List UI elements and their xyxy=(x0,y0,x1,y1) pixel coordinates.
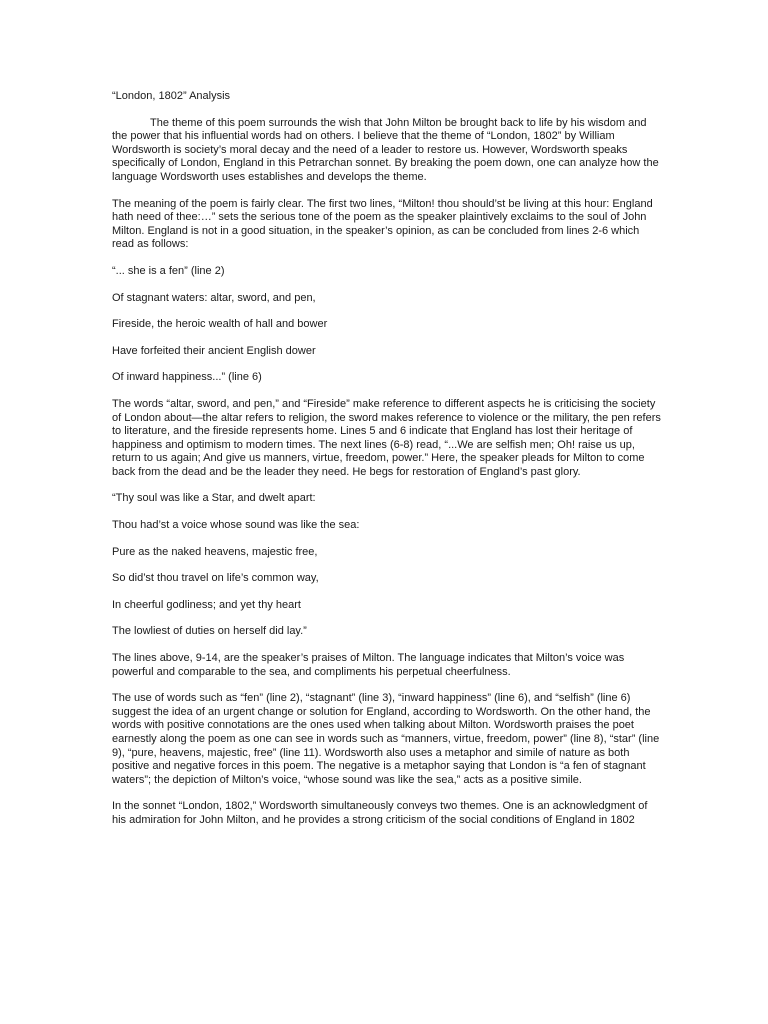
quote-line: The lowliest of duties on herself did lay.” xyxy=(112,625,307,638)
quote-line: “Thy soul was like a Star, and dwelt apart: xyxy=(112,492,316,505)
quote-line: Thou had’st a voice whose sound was like the sea: xyxy=(112,519,360,532)
quote-line: Fireside, the heroic wealth of hall and bower xyxy=(112,318,328,331)
quote-line: In cheerful godliness; and yet thy heart xyxy=(112,598,301,611)
paragraph-conclusion: In the sonnet “London, 1802,” Wordsworth simultaneously conveys two themes. One is an acknowledgment of his admiration for John Milton, and he provides a strong criticism of the social conditions of England in 1802 xyxy=(112,800,648,826)
paragraph-word-use: The use of words such as “fen” (line 2), “stagnant” (line 3), “inward happiness” (line 6), and “selfish” (line 6) suggest the idea of an urgent change or solution for England, according to Wordsworth. On the other hand, the words with positive connotations are the ones used when talking about Milton. Wordsworth praises the poet earnestly along the poem as one can see in words such as “manners, virtue, freedom, power” (line 8), “star” (line 9), “pure, heavens, majestic, free” (line 11). Wordsworth also uses a metaphor and simile of nature as both positive and negative forces in this poem. The negative is a metaphor saying that London is “a fen of stagnant waters”; the depiction of Milton’s voice, “whose sound was like the sea,” acts as a positive simile. xyxy=(112,692,660,786)
document-page xyxy=(112,90,662,841)
paragraph-praises: The lines above, 9-14, are the speaker’s praises of Milton. The language indicates that Milton’s voice was powerful and comparable to the sea, and compliments his perpetual cheerfulness. xyxy=(112,652,625,678)
paragraph-words: The words “altar, sword, and pen,” and “Fireside” make reference to different aspects he is criticising the society of London about—the altar refers to religion, the sword makes reference to violence or the military, the pen refers to literature, and the fireside represents home. Lines 5 and 6 indicate that England has lost their heritage of happiness and optimism to modern times. The next lines (6-8) read, “...We are selfish men; Oh! raise us up, return to us again; And give us manners, virtue, freedom, power.” Here, the speaker pleads for Milton to come back from the dead and be the leader they need. He begs for restoration of England’s past glory. xyxy=(112,397,661,478)
quote-line: “... she is a fen” (line 2) xyxy=(112,264,225,277)
quote-line: Pure as the naked heavens, majestic free, xyxy=(112,545,318,558)
document-title: “London, 1802” Analysis xyxy=(112,90,231,102)
quote-line: Of stagnant waters: altar, sword, and pen, xyxy=(112,291,316,304)
quote-line: Of inward happiness...” (line 6) xyxy=(112,371,262,384)
quote-line: So did’st thou travel on life’s common way, xyxy=(112,572,319,585)
quote-line: Have forfeited their ancient English dower xyxy=(112,344,316,357)
paragraph-intro: The theme of this poem surrounds the wish that John Milton be brought back to life by his wisdom and the power that his influential words had on others. I believe that the theme of “London, 1802” by William Wordsworth is society’s moral decay and the need of a leader to restore us. However, Wordsworth speaks specifically of London, England in this Petrarchan sonnet. By breaking the poem down, one can analyze how the language Wordsworth uses establishes and develops the theme. xyxy=(112,116,659,183)
paragraph-meaning: The meaning of the poem is fairly clear. The first two lines, “Milton! thou should’st be living at this hour: England hath need of thee:…” sets the serious tone of the poem as the speaker plaintively exclaims to the soul of John Milton. England is not in a good situation, in the speaker’s opinion, as can be concluded from lines 2-6 which read as follows: xyxy=(112,197,653,251)
